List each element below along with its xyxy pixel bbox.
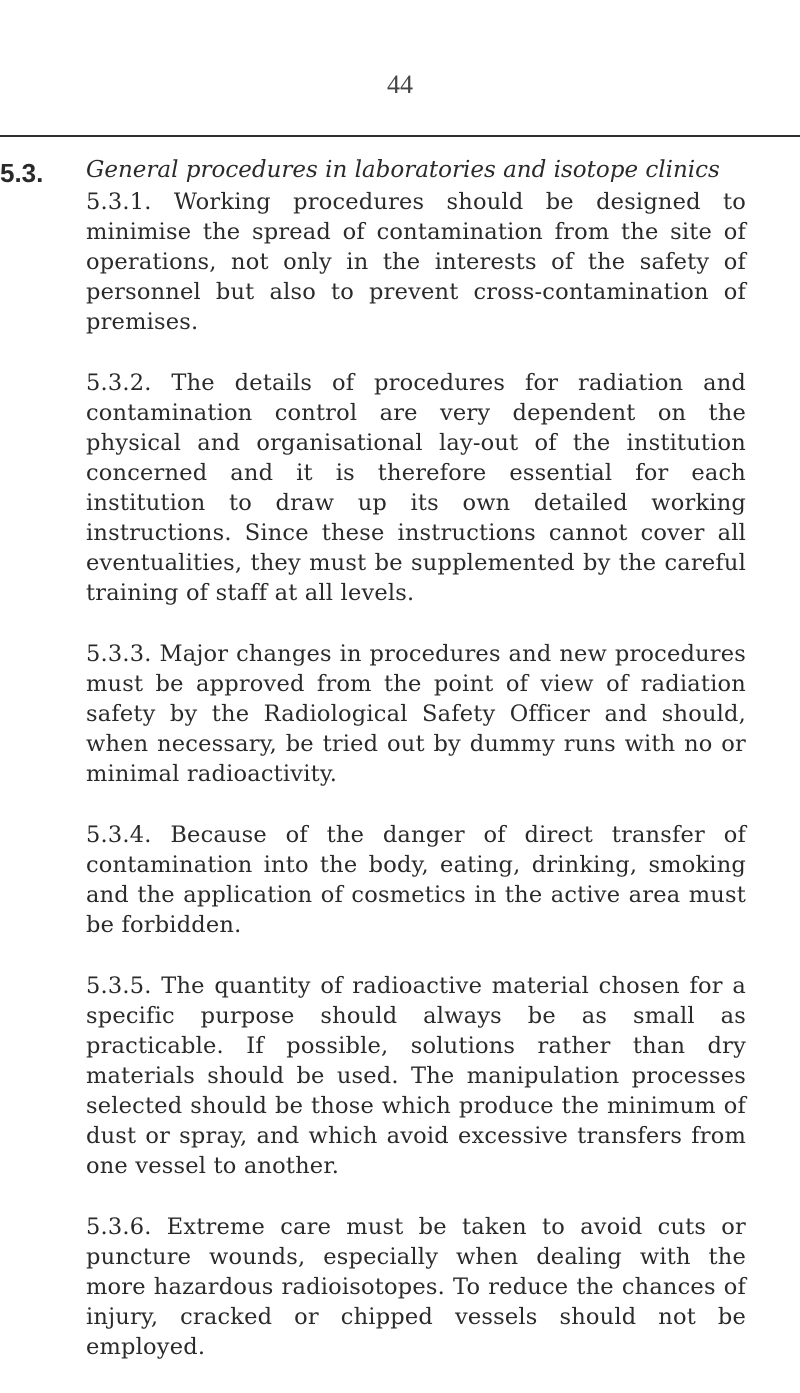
paragraph-5-3-2: 5.3.2. The details of procedures for radiation and contamination control are very dependent on the physical and organisational lay-out of the institution concerned and it is therefore essential for each institution to draw up its own detailed working instructions. Since these instructions cannot cover all eventualities, they must be supplemented by the careful training of staff at all levels.	[86, 370, 746, 606]
paragraph-5-3-5: 5.3.5. The quantity of radioactive material chosen for a specific purpose should always be as small as practicable. If possible, solutions rather than dry materials should be used. The manipulation processes selected should be those which produce the minimum of dust or spray, and which avoid excessive transfers from one vessel to another.	[86, 973, 746, 1179]
paragraph-5-3-1: 5.3.1. Working procedures should be designed to minimise the spread of contamination from the site of operations, not only in the interests of the safety of personnel but also to prevent cross-contamination of premises.	[86, 189, 746, 335]
section-content	[86, 155, 746, 1393]
paragraph-5-3-4: 5.3.4. Because of the danger of direct transfer of contamination into the body, eating, drinking, smoking and the application of cosmetics in the active area must be forbidden.	[86, 822, 746, 938]
section-number: 5.3.	[0, 158, 44, 188]
page-number: 44	[387, 70, 413, 99]
header-rule	[0, 135, 800, 137]
paragraph-5-3-3: 5.3.3. Major changes in procedures and new procedures must be approved from the point of view of radiation safety by the Radiological Safety Officer and should, when necessary, be tried out by dummy runs with no or minimal radioactivity.	[86, 641, 746, 787]
section-title: General procedures in laboratories and isotope clinics	[86, 157, 720, 183]
paragraph-5-3-6: 5.3.6. Extreme care must be taken to avoid cuts or puncture wounds, especially when dealing with the more hazardous radioisotopes. To reduce the chances of injury, cracked or chipped vessels should not be employed.	[86, 1214, 746, 1360]
